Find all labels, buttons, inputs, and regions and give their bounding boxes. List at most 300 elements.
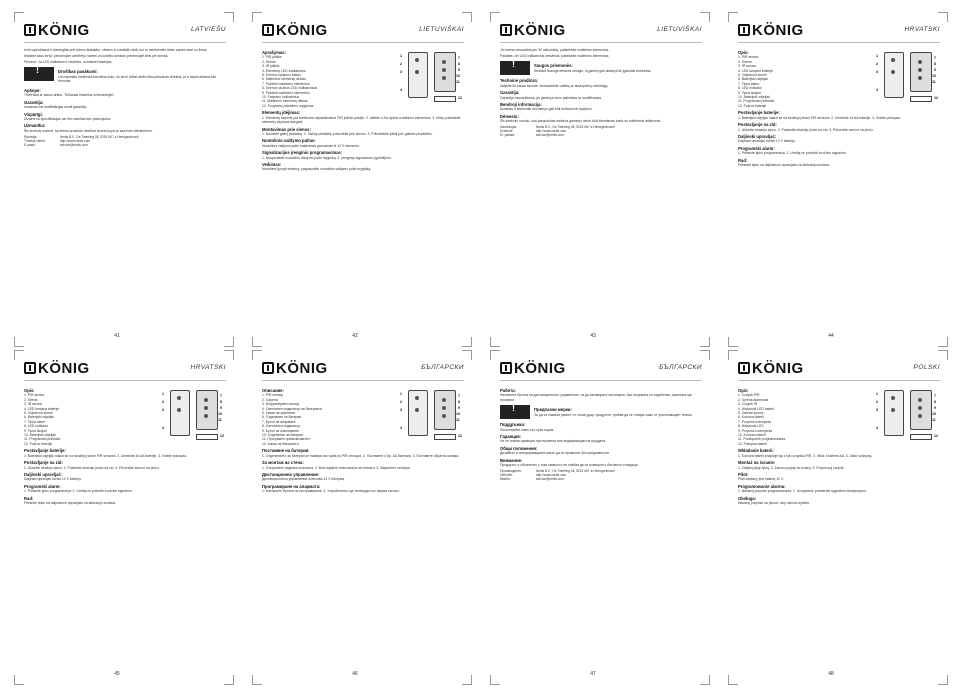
paragraph: Piezīme: Ja LED indikators ir neaktīvs, nomainiet baterijas. xyxy=(24,59,113,64)
list-item: 3. Czujnik IR xyxy=(738,402,758,407)
list-item: 7. Tipka alarm xyxy=(738,81,760,86)
paragraph: Jei sirena nesuveikia per 30 sekundžių, patikrinkite maitinimo elementus. xyxy=(500,48,610,52)
list-item: 8. Светлинен индикатор xyxy=(262,424,300,429)
page-content xyxy=(738,48,940,323)
section-text: Натиснете бутона на дистанционното управление, за да активирате системата. Ако алармата се задейства, сирената ще прозвучи. xyxy=(500,393,692,402)
device-diagram xyxy=(160,386,226,446)
section-heading: Garantija: xyxy=(24,99,44,105)
list-item: 12. Programų paleidimo mygtukas xyxy=(262,103,314,108)
description-block xyxy=(738,386,940,446)
callout-number: 4 xyxy=(876,426,878,430)
section-text: Norėdami įjungti sistemą, paspauskite nuotolinio valdymo pulto mygtuką. xyxy=(262,167,372,172)
contact-label: Уебсайт: xyxy=(500,473,513,478)
section-text: 1. Baterijski odjeljak nalazi se na stražnjoj strani PIR senzora. 2. Umetnite 4x AA baterije. 3. Vratite poklopac. xyxy=(24,453,188,458)
list-item: 3. IR senzor xyxy=(738,64,757,69)
list-item: 7. Бутон за алармата xyxy=(262,419,296,424)
section-text: Dizains un specifikācijas var tikt mainītas bez paziņojuma. xyxy=(24,116,112,121)
section-heading: Programowanie alarmu: xyxy=(738,483,786,489)
list-item: 10. Patyrimo indikatorius xyxy=(262,95,300,100)
callout-number: 4 xyxy=(876,88,878,92)
contact-label: Ražotājs: xyxy=(24,134,38,139)
page-number: 44 xyxy=(828,333,834,339)
battery-cover-drawing xyxy=(434,434,456,440)
shock-warning-icon xyxy=(500,61,530,75)
warning-title: Saugos priemonės: xyxy=(534,63,573,69)
crop-mark xyxy=(224,12,234,22)
section-heading: Veikimas: xyxy=(262,161,282,167)
section-text: 1. Uklonite stražnju ploču. 2. Postavite stražnju ploču na zid. 3. Pričvrstite senzor na ploču. xyxy=(738,127,874,132)
callout-number: 1 xyxy=(400,392,402,396)
description-text xyxy=(262,386,394,446)
section-heading: Описание: xyxy=(262,388,284,393)
list-item: 3. IR jutiklis xyxy=(262,64,280,69)
header-rule xyxy=(24,380,226,381)
section-text: Nuotolinio valdymo pulte maitinimas gaunamas iš 12 V elemento. xyxy=(262,143,361,148)
section-text: Tīriet tikai ar sausu drānu. Tīrīšanas līdzekļus neizmantojiet. xyxy=(24,93,115,98)
callout-number: 9 xyxy=(934,406,936,410)
manufacturer-contact xyxy=(500,125,702,138)
callout-number: 4 xyxy=(400,426,402,430)
list-item: 6. Baterijski odjeljak xyxy=(738,77,768,82)
page-number: 48 xyxy=(828,671,834,677)
parts-list xyxy=(738,393,870,446)
siren-drawing xyxy=(196,390,218,430)
list-item: 10. Baterijski odjeljak xyxy=(738,95,770,100)
list-item: 2. Sirena xyxy=(262,59,276,64)
section-text: 1. Отстранете задната пластина. 2. Монтирайте пластината на стената. 3. Закрепете сензора. xyxy=(262,465,411,470)
list-item: 11. Programski prekidač xyxy=(24,437,61,442)
page-content xyxy=(500,386,702,661)
callout-number: 10 xyxy=(456,74,460,78)
section-text: 1. Натиснете бутона за програмиране. 2. Устройството ще потвърди със звуков сигнал. xyxy=(262,489,400,494)
description-text xyxy=(24,386,156,446)
contact-value: http://www.nedis.com xyxy=(536,129,567,134)
page-content xyxy=(24,386,226,661)
callout-number: 3 xyxy=(162,408,164,412)
section-heading: Aprašymas: xyxy=(262,50,286,55)
section-heading: За монтаж на стена: xyxy=(262,460,304,466)
list-item: 2. Sirena xyxy=(738,59,752,64)
list-item: 1. PIR senzor xyxy=(738,55,759,60)
siren-drawing xyxy=(434,390,456,430)
page-content xyxy=(262,48,464,323)
section-text: Продуктът е обозначен с този символ и не трябва да се изхвърля с битовите отпадъци. xyxy=(500,463,639,468)
section-text: Garantija nesuteikiama, jei gaminys buvo pakeistas ar modifikuotas. xyxy=(500,95,602,100)
section-text: Naciśnij przycisk na pilocie, aby uzbroić system. xyxy=(738,500,811,505)
manual-page xyxy=(714,12,948,347)
battery-cover-drawing xyxy=(434,96,456,102)
crop-mark xyxy=(490,12,500,22)
language-label: LIETUVIŠKAI xyxy=(419,26,464,33)
list-item: 6. Отделение за батерии xyxy=(262,415,302,420)
crop-mark xyxy=(700,12,710,22)
section-text: Daljinski upravljač koristi 12 V bateriju. xyxy=(24,477,82,482)
siren-drawing xyxy=(434,52,456,92)
konig-logo-icon xyxy=(262,362,274,374)
button-dot-icon xyxy=(177,396,181,400)
list-item: 6. Maitinimo elementų dėklas xyxy=(262,77,306,82)
konig-logo-icon xyxy=(500,362,512,374)
page-number: 43 xyxy=(590,333,596,339)
section-text: 1. Pritisnite tipku programiranja. 2. Uređaj će potvrditi zvučnim signalom. xyxy=(738,151,847,156)
warning-text xyxy=(58,67,226,85)
section-heading: Vispārīgi: xyxy=(24,111,44,117)
callout-number: 1 xyxy=(876,54,878,58)
language-label: LIETUVIŠKAI xyxy=(657,26,702,33)
section-text: 1. Nuimkite galinį plokštelę. 2. Galinę plokštelę priveržkite prie sienos. 3. Pritvirtinkite jutiklį prie galinės plokštelės. xyxy=(262,131,433,136)
section-heading: Opis: xyxy=(738,50,749,55)
section-text: Не се поема гаранция при промени или модификации на продукта. xyxy=(500,439,607,444)
section-heading: Поддръжка: xyxy=(500,422,526,428)
button-dot-icon xyxy=(891,58,895,62)
button-dot-icon xyxy=(204,406,208,410)
manual-page xyxy=(714,350,948,685)
list-item: 4. Светлинен индикатор на батерията xyxy=(262,406,322,411)
contact-value: service@nedis.com xyxy=(536,477,564,482)
warning-text xyxy=(534,61,651,75)
list-item: 4. LED lampica baterije xyxy=(738,68,774,73)
section-text: 1. Nuspauskite nuotolinio valdymo pulto mygtuką. 2. Įrenginys signalizuos pyptelėjimu. xyxy=(262,155,392,160)
konig-logo xyxy=(500,360,566,376)
section-heading: Общи положения: xyxy=(500,445,538,451)
parts-list xyxy=(738,55,870,108)
list-item: 6. Baterijski odjeljak xyxy=(24,415,54,420)
list-item: 8. LED indikator xyxy=(24,424,49,429)
list-item: 10. Komora baterii xyxy=(738,433,766,438)
paragraph: Iestatiet savu ierīci: pievienojiet uztvērēju rozetei un kustību sensoru pievienojiet tieši pie sienas. xyxy=(24,53,169,58)
button-dot-icon xyxy=(442,406,446,410)
description-block xyxy=(738,48,940,108)
header-rule xyxy=(24,42,226,43)
language-label: БЪЛГАРСКИ xyxy=(659,364,702,371)
section-heading: Работа: xyxy=(500,388,516,393)
konig-logo-icon xyxy=(24,362,36,374)
section-heading: Rad: xyxy=(738,157,748,163)
manual-page xyxy=(238,350,472,685)
page-number: 46 xyxy=(352,671,358,677)
header-rule xyxy=(262,42,464,43)
siren-drawing xyxy=(910,52,932,92)
page-content xyxy=(500,48,702,323)
list-item: 11. Програмен превключвател xyxy=(262,437,310,442)
callout-number: 12 xyxy=(220,434,224,438)
button-dot-icon xyxy=(204,414,208,418)
language-label: HRVATSKI xyxy=(190,364,226,371)
battery-cover-drawing xyxy=(910,96,932,102)
warning-body: За да се намали рискът от токов удар, продуктът трябва да се отваря само от упълномощен техник. xyxy=(534,412,693,417)
list-item: 2. Sirena xyxy=(24,397,38,402)
device-diagram xyxy=(398,386,464,446)
paragraph: Ierīci apturēšana ir aizsargāta pret ūdens šļakatām, vēlams to uzstādīt vietā, kur to neietekmēs tiešie saules stari un lietus. xyxy=(24,48,208,52)
callout-number: 8 xyxy=(934,400,936,404)
warning-body: Siekiant išvengti elektros smūgio, šį gaminį gali atidaryti tik įgaliotas technikas. xyxy=(534,68,652,73)
brand-name: KÖNIG xyxy=(514,359,566,377)
language-label: HRVATSKI xyxy=(904,26,940,33)
button-dot-icon xyxy=(891,396,895,400)
konig-logo xyxy=(24,360,90,376)
header-rule xyxy=(738,42,940,43)
list-item: 7. Pakeisti maitinimo elementus xyxy=(262,81,310,86)
callout-number: 12 xyxy=(934,434,938,438)
brand-name: KÖNIG xyxy=(276,359,328,377)
brand-name: KÖNIG xyxy=(276,21,328,39)
page-number: 47 xyxy=(590,671,596,677)
contact-label: Имейл: xyxy=(500,477,511,482)
section-heading: Programski alarm: xyxy=(24,483,61,489)
callout-number: 8 xyxy=(458,400,460,404)
list-item: 2. Syrena alarmowa xyxy=(738,397,769,402)
section-heading: Гаранция: xyxy=(500,434,522,440)
section-text: Dizainas ir techniniai duomenys gali būti keičiami be įspėjimo. xyxy=(500,107,593,112)
language-label: БЪЛГАРСКИ xyxy=(421,364,464,371)
section-text: Izmaiņas vai modifikācijas anulē garantiju. xyxy=(24,105,88,110)
section-heading: Signalizacijos įrenginio programavimas: xyxy=(262,150,343,156)
list-item: 11. Maitinimo elementų dėklas xyxy=(262,99,308,104)
parts-list xyxy=(24,393,156,446)
callout-number: 7 xyxy=(458,56,460,60)
page-content xyxy=(738,386,940,661)
section-heading: Opis: xyxy=(738,388,749,393)
callout-number: 9 xyxy=(458,406,460,410)
crop-mark xyxy=(252,12,262,22)
battery-cover-drawing xyxy=(910,434,932,440)
section-heading: Daljinski upravljač: xyxy=(738,133,777,139)
list-item: 3. IR senzor xyxy=(24,402,43,407)
callout-number: 2 xyxy=(400,400,402,404)
button-dot-icon xyxy=(442,76,446,80)
contact-label: Svetainė: xyxy=(500,129,514,134)
callout-number: 3 xyxy=(876,408,878,412)
list-item: 1. PIR jutiklis xyxy=(262,55,282,60)
section-heading: Elementų įdėjimas: xyxy=(262,110,301,116)
crop-mark xyxy=(462,12,472,22)
contact-row xyxy=(500,477,702,481)
list-item: 5. Капак на сирената xyxy=(262,411,295,416)
button-dot-icon xyxy=(918,60,922,64)
section-heading: Daljinski upravljač: xyxy=(24,471,63,477)
callout-number: 10 xyxy=(456,412,460,416)
section-heading: Opis: xyxy=(24,388,35,393)
list-item: 1. PIR сензор xyxy=(262,393,284,398)
paragraph: Pastaba: Jei LED indikatorius nešviečia, pakeiskite maitinimo elementus. xyxy=(500,53,610,58)
header-rule xyxy=(500,380,702,381)
list-item: 9. Przycisk rozbrojenia xyxy=(738,428,773,433)
page-content xyxy=(262,386,464,661)
crop-mark xyxy=(938,350,948,360)
konig-logo-icon xyxy=(24,24,36,36)
section-text: 1. Komora baterii znajduje się z tyłu czujnika PIR. 2. Włóż 4 baterie AA. 3. Załóż pokrywę. xyxy=(738,453,873,458)
page-number: 45 xyxy=(114,671,120,677)
section-heading: Uzmanību: xyxy=(24,123,46,129)
button-dot-icon xyxy=(204,398,208,402)
callout-number: 7 xyxy=(934,394,936,398)
page-number: 41 xyxy=(114,333,120,339)
contact-value: service@nedis.com xyxy=(60,143,88,148)
button-dot-icon xyxy=(415,70,419,74)
manual-page xyxy=(476,350,710,685)
callout-number: 4 xyxy=(400,88,402,92)
contact-label: Производител: xyxy=(500,468,522,473)
section-heading: Postavljanje na zid: xyxy=(738,122,777,128)
list-item: 1. Czujnik PIR xyxy=(738,393,760,398)
list-item: 9. Pakeisti maitinimo elementus xyxy=(262,90,310,95)
button-dot-icon xyxy=(918,76,922,80)
list-item: 4. LED lampica baterije xyxy=(24,406,60,411)
button-dot-icon xyxy=(918,414,922,418)
header-rule xyxy=(500,42,702,43)
callout-number: 1 xyxy=(400,54,402,58)
list-item: 8. Wskaźnik LED xyxy=(738,424,764,429)
callout-number: 3 xyxy=(400,408,402,412)
callout-number: 12 xyxy=(458,434,462,438)
siren-drawing xyxy=(910,390,932,430)
section-heading: Внимание: xyxy=(500,457,523,463)
list-item: 5. Osłona syreny xyxy=(738,411,764,416)
list-item: 5. Vrijednost sirene xyxy=(24,411,53,416)
contact-label: Tīmekļa vietne: xyxy=(24,138,46,143)
list-item: 7. Przycisk uzbrojenia xyxy=(738,419,771,424)
device-diagram xyxy=(398,48,464,108)
crop-mark xyxy=(938,12,948,22)
list-item: 4. Wskaźnik LED baterii xyxy=(738,406,774,411)
section-text: 1. Naciśnij przycisk programowania. 2. Urządzenie potwierdzi sygnałem dźwiękowym. xyxy=(738,489,867,494)
section-heading: Pilot: xyxy=(738,471,749,477)
callout-number: 10 xyxy=(218,412,222,416)
section-text: 1. Отделението за батерии се намира на гърба на PIR сензора. 2. Поставете 4 бр. AA батерии. 3. Поставете обратно капака. xyxy=(262,453,459,458)
callout-number: 11 xyxy=(932,418,936,422)
contact-label: Gamintojas: xyxy=(500,125,518,130)
list-item: 12. Pokrov baterije xyxy=(738,103,767,108)
contact-value: Nedis B.V., De Tweeling 28, 5215 MC 's-Hertogenbosch xyxy=(536,125,615,130)
warning-title: Предпазни мерки: xyxy=(534,407,572,413)
button-dot-icon xyxy=(442,68,446,72)
manual-page xyxy=(0,350,234,685)
manufacturer-contact xyxy=(24,135,226,148)
manual-page xyxy=(238,12,472,347)
konig-logo xyxy=(738,360,804,376)
section-heading: Wkładanie baterii: xyxy=(738,448,774,454)
list-item: 12. Pokrywa baterii xyxy=(738,441,767,446)
callout-number: 4 xyxy=(162,426,164,430)
button-dot-icon xyxy=(415,408,419,412)
list-item: 2. Сирена xyxy=(262,397,278,402)
konig-logo xyxy=(24,22,90,38)
button-dot-icon xyxy=(415,58,419,62)
contact-value: Nedis B.V., De Tweeling 28, 5215 MC 's-Hertogenbosch xyxy=(60,134,139,139)
warning-body: Lai mazinātu elektriskā trieciena risku, šo ierīci drīkst atvērt tikai pilnvarots tehniķis, ja ir nepieciešams tās remonts. xyxy=(58,74,216,84)
callout-number: 9 xyxy=(934,68,936,72)
section-heading: Postavljanje baterije: xyxy=(738,110,780,116)
page-content xyxy=(24,48,226,323)
button-dot-icon xyxy=(918,406,922,410)
brand-name: KÖNIG xyxy=(514,21,566,39)
button-dot-icon xyxy=(918,68,922,72)
list-item: 8. LED indikator xyxy=(738,86,763,91)
crop-mark xyxy=(462,350,472,360)
list-item: 12. Капак на батерията xyxy=(262,441,299,446)
brand-name: KÖNIG xyxy=(752,21,804,39)
callout-number: 2 xyxy=(876,400,878,404)
safety-warning xyxy=(500,61,702,75)
crop-mark xyxy=(728,12,738,22)
button-dot-icon xyxy=(442,60,446,64)
list-item: 8. Sirenos skubios LED indikatoriaus xyxy=(262,86,318,91)
list-item: 10. Baterijski odjeljak xyxy=(24,433,56,438)
konig-logo xyxy=(738,22,804,38)
crop-mark xyxy=(700,350,710,360)
callout-number: 12 xyxy=(458,96,462,100)
device-diagram xyxy=(874,386,940,446)
section-text: 1. Elementų skyrelis yra kuriškumo atpakaliniame PIR jutiklio pusėje. 2. Įdėkite 4 AA dydžio maitinimo elementus. 3. Mūsų pakeiskite elementų skyriaus dangtelį. xyxy=(262,115,461,125)
description-block xyxy=(262,386,464,446)
parts-list xyxy=(262,55,394,108)
button-dot-icon xyxy=(891,70,895,74)
callout-number: 7 xyxy=(220,394,222,398)
description-text xyxy=(262,48,394,108)
shock-warning-icon xyxy=(500,405,530,419)
callout-number: 2 xyxy=(162,400,164,404)
contact-row xyxy=(500,133,702,137)
list-item: 10. Отделение за батерии xyxy=(262,433,304,438)
list-item: 7. Tipka alarm xyxy=(24,419,46,424)
section-heading: Techninė priežiūra: xyxy=(500,78,539,84)
list-item: 3. Инфрачервен сензор xyxy=(262,402,300,407)
section-text: 1. Uklonite stražnju ploču. 2. Postavite stražnju ploču na zid. 3. Pričvrstite senzor na ploču. xyxy=(24,465,160,470)
list-item: 5. Sirenos ryškumo taisas xyxy=(262,73,301,78)
crop-mark xyxy=(224,350,234,360)
callout-number: 9 xyxy=(220,406,222,410)
manufacturer-contact xyxy=(500,469,702,482)
list-item: 4. Elementų LED indikatorius xyxy=(262,68,306,73)
section-text: 1. Baterijski odjeljak nalazi se na stražnjoj strani PIR senzora. 2. Umetnite 4x AA baterije. 3. Vratite poklopac. xyxy=(738,115,902,120)
section-text: Pilot zasilany jest baterią 12 V. xyxy=(738,477,784,482)
button-dot-icon xyxy=(415,396,419,400)
contact-value: http://www.nedis.com xyxy=(60,138,91,143)
callout-number: 7 xyxy=(934,56,936,60)
section-text: Daljinski upravljač koristi 12 V bateriju. xyxy=(738,139,796,144)
description-text xyxy=(738,386,870,446)
callout-number: 8 xyxy=(220,400,222,404)
header-rule xyxy=(262,380,464,381)
callout-number: 2 xyxy=(400,62,402,66)
callout-number: 11 xyxy=(932,80,936,84)
crop-mark xyxy=(490,350,500,360)
contact-label: E-pasts: xyxy=(24,143,36,148)
konig-logo-icon xyxy=(262,24,274,36)
manual-page xyxy=(476,12,710,347)
brand-name: KÖNIG xyxy=(38,359,90,377)
crop-mark xyxy=(728,350,738,360)
section-text: 1. Pritisnite tipku programiranja. 2. Uređaj će potvrditi zvučnim signalom. xyxy=(24,489,133,494)
section-text: Pritisnite tipku na daljinskom upravljaču za aktivaciju sustava. xyxy=(738,162,831,167)
callout-number: 8 xyxy=(458,62,460,66)
section-heading: Obsługa: xyxy=(738,495,757,501)
language-label: POLSKI xyxy=(913,364,940,371)
brand-name: KÖNIG xyxy=(752,359,804,377)
list-item: 11. Przełącznik programowania xyxy=(738,437,786,442)
section-heading: Montavimas prie sienos: xyxy=(262,126,311,132)
section-heading: Postavljanje baterije: xyxy=(24,448,66,454)
section-text: Pritisnite tipku na daljinskom upravljaču za aktivaciju sustava. xyxy=(24,500,117,505)
section-heading: Montaż na ścianie: xyxy=(738,460,776,466)
callout-number: 8 xyxy=(934,62,936,66)
button-dot-icon xyxy=(442,414,446,418)
description-block xyxy=(24,386,226,446)
battery-cover-drawing xyxy=(196,434,218,440)
callout-number: 11 xyxy=(456,418,460,422)
konig-logo xyxy=(262,22,328,38)
warning-title: Drošības pasākumi: xyxy=(58,69,98,75)
